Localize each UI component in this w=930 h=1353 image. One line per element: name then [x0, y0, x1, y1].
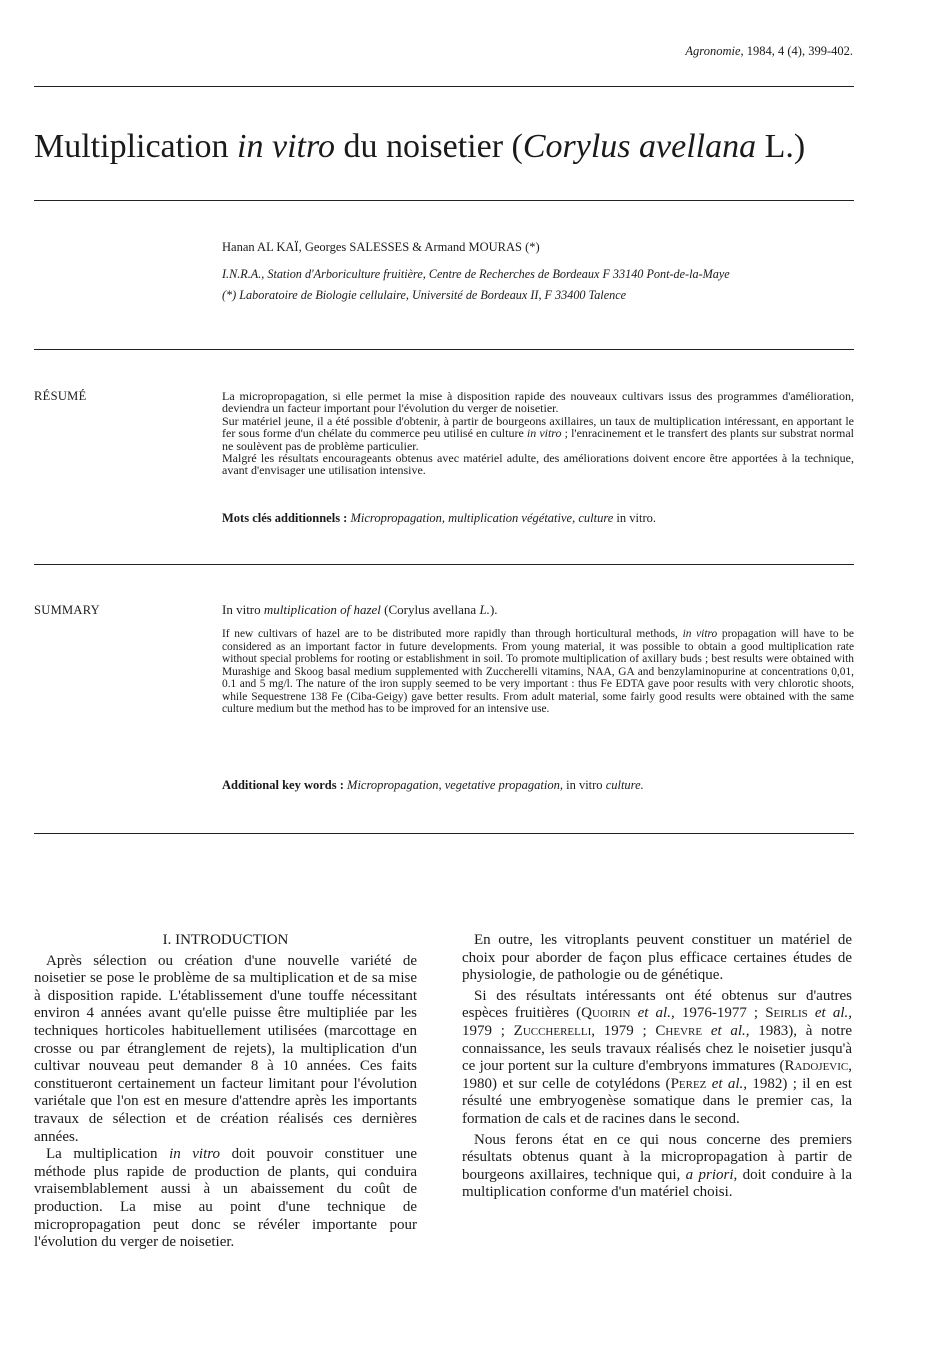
resume-body	[222, 390, 854, 477]
summary-title-part: In vitro	[222, 602, 264, 617]
article-title	[34, 126, 894, 168]
intro-text: Si des résultats intéressants ont été obtenus sur d'autres espèces fruitières (	[462, 987, 852, 1022]
keywords-value: culture.	[605, 778, 644, 792]
intro-text: , 1980) et sur celle de cotylédons (	[462, 1058, 852, 1092]
intro-text-italic: et al.,	[807, 1005, 852, 1022]
summary-body	[222, 628, 854, 716]
citation-author: Seirlis	[765, 1005, 808, 1022]
title-part-italic: in vitro	[237, 128, 335, 165]
resume-text: ; l'enracinement et le transfert des plants sur substrat normal ne soulèvent pas de problème particulier.	[222, 426, 855, 453]
title-part: du noisetier (	[334, 128, 523, 165]
intro-text: 1983), à notre connaissance, les seuls travaux réalisés chez le noisetier jusqu'à ce jour portent sur la culture d'embryons immatures (	[462, 1022, 853, 1075]
authors: Hanan AL KAÏ, Georges SALESSES & Armand MOURAS (*)	[222, 240, 540, 254]
intro-text: doit pouvoir constituer une méthode plus rapide de production de plants, qui conduira vraisemblablement aussi à un abaissement du coût de production. La mise au point d'une technique de micropropagation peut donc se révéler importante pour l'évolution du verger de noisetier.	[34, 1146, 417, 1251]
intro-paragraph	[34, 1146, 417, 1252]
affiliation-1: I.N.R.A., Station d'Arboriculture fruitière, Centre de Recherches de Bordeaux F 33140 Pont-de-la-Maye	[222, 267, 730, 281]
citation-author: Chevre	[655, 1022, 703, 1039]
keywords-label: Mots clés additionnels :	[222, 511, 348, 525]
citation-author: Perez	[670, 1075, 707, 1092]
citation-author: Quoirin	[581, 1005, 631, 1022]
summary-title-part: (Corylus avellana	[380, 602, 480, 617]
journal-volume: 1984, 4 (4), 399-402.	[746, 44, 853, 58]
intro-text-italic: a priori	[685, 1166, 734, 1183]
intro-text: 1976-1977 ;	[674, 1005, 766, 1022]
summary-text: If new cultivars of hazel are to be distributed more rapidly than through horticultural methods,	[222, 628, 683, 640]
intro-text-italic: et al.,	[706, 1075, 748, 1092]
intro-text: 1979 ;	[462, 1022, 514, 1039]
intro-text-italic: in vitro	[169, 1146, 221, 1163]
summary-text: propagation will have to be considered as an important factor in future developments. From young material, it was possible to obtain a good multiplication rate without special problems for rooting or establishment in soil. To promote multiplication of axillary buds ; best results were obtained with Murashige and Skoog basal medium supplemented with Zuccherelli vitamins, NAA, GA and benzylaminopurine at concentrations 0,01, 0.1 and 5 mg/l. The nature of the iron supply seemed to be very important : thus Fe EDTA gave poor results with very chlorotic shoots, while Sequestrene 138 Fe (Ciba-Geigy) gave better results. From adult material, some fairly good results were obtained with the same culture medium but the method has to be improved for an intensive use.	[222, 628, 854, 715]
intro-text-italic: et al.,	[630, 1005, 675, 1022]
title-part: L.)	[756, 128, 806, 165]
keywords-label: Additional key words :	[222, 778, 344, 792]
title-part: Multiplication	[34, 128, 238, 165]
citation-author: Zuccherelli	[513, 1022, 592, 1039]
journal-name: Agronomie,	[685, 44, 744, 58]
resume-paragraph: La micropropagation, si elle permet la mise à disposition rapide des nouveaux cultivars issus des programmes d'amélioration, deviendra un facteur important pour l'évolution du verger de noisetier.	[222, 389, 854, 416]
journal-citation	[600, 44, 853, 59]
resume-label: RÉSUMÉ	[34, 389, 87, 403]
summary-rule	[34, 833, 854, 834]
intro-text: , doit conduire à la multiplication conforme d'un matériel choisi.	[462, 1166, 852, 1201]
intro-text: Nous ferons état en ce qui nous concerne des premiers résultats obtenus quant à la micropropagation à partir de bourgeons axillaires, technique qui,	[462, 1131, 852, 1183]
summary-title-part: ).	[489, 602, 498, 617]
section-heading: I. INTRODUCTION	[162, 932, 289, 948]
affiliation-2: (*) Laboratoire de Biologie cellulaire, Université de Bordeaux II, F 33400 Talence	[222, 288, 627, 302]
intro-text-italic: et al.,	[702, 1022, 750, 1039]
authors-rule	[34, 349, 854, 350]
resume-text: Sur matériel jeune, il a été possible d'obtenir, à partir de bourgeons axillaires, un taux de multiplication intéressant, en apportant le fer sous forme d'un chélate du commerce peu utilisé en culture	[222, 413, 854, 441]
intro-text: La multiplication	[46, 1146, 170, 1163]
resume-keywords	[222, 511, 656, 526]
summary-title-italic: multiplication of hazel	[263, 602, 381, 617]
intro-text: , 1979 ;	[591, 1022, 656, 1039]
resume-paragraph	[222, 415, 854, 452]
resume-paragraph: Malgré les résultats encourageants obtenus avec matériel adulte, des améliorations doivent encore être apportées à la technique, avant d'envisager une utilisation intensive.	[222, 451, 854, 478]
summary-text-italic: in vitro	[682, 628, 718, 640]
summary-label: SUMMARY	[34, 603, 101, 617]
summary-keywords	[222, 778, 644, 793]
intro-paragraph	[462, 988, 852, 1129]
keywords-value: Micropropagation, multiplication végétative, culture	[347, 511, 614, 525]
header-rule	[34, 86, 854, 87]
resume-text-italic: in vitro	[526, 426, 562, 441]
intro-paragraph: En outre, les vitroplants peuvent constituer un matériel de choix pour aborder de façon plus efficace certaines études de physiologie, de pathologie ou de génétique.	[462, 932, 852, 984]
citation-author: Radojevic	[784, 1058, 849, 1075]
intro-column-left	[34, 932, 417, 1252]
intro-paragraph: Après sélection ou création d'une nouvelle variété de noisetier se pose le problème de sa multiplication et de sa mise à disposition rapide. L'établissement d'une touffe nécessitant environ 4 années avant qu'elle puisse être multipliée par les techniques horticoles habituellement utilisées (marcottage en crosse ou par étranglement de rejets), la multiplication d'un cultivar nouveau peut demander 8 à 10 années. Ces faits constitueront certainement un facteur limitant pour l'évolution variétale que l'on est en mesure d'attendre après les importants travaux de sélection et de création réalisés ces dernières années.	[34, 952, 417, 1145]
resume-rule	[34, 564, 854, 565]
keywords-value: in vitro.	[613, 511, 656, 525]
summary-title-italic: L.	[479, 602, 490, 617]
intro-paragraph	[462, 1132, 852, 1202]
summary-title	[222, 602, 498, 618]
keywords-value: Micropropagation, vegetative propagation,	[343, 778, 563, 792]
intro-text: 1982) ; il en est résulté une embryogenèse somatique dans le premier cas, la formation de cals et de racines dans le second.	[462, 1075, 853, 1127]
keywords-value: in vitro	[562, 778, 606, 792]
title-rule	[34, 200, 854, 201]
title-part-italic: Corylus avellana	[522, 128, 757, 165]
intro-column-right	[462, 932, 852, 1202]
